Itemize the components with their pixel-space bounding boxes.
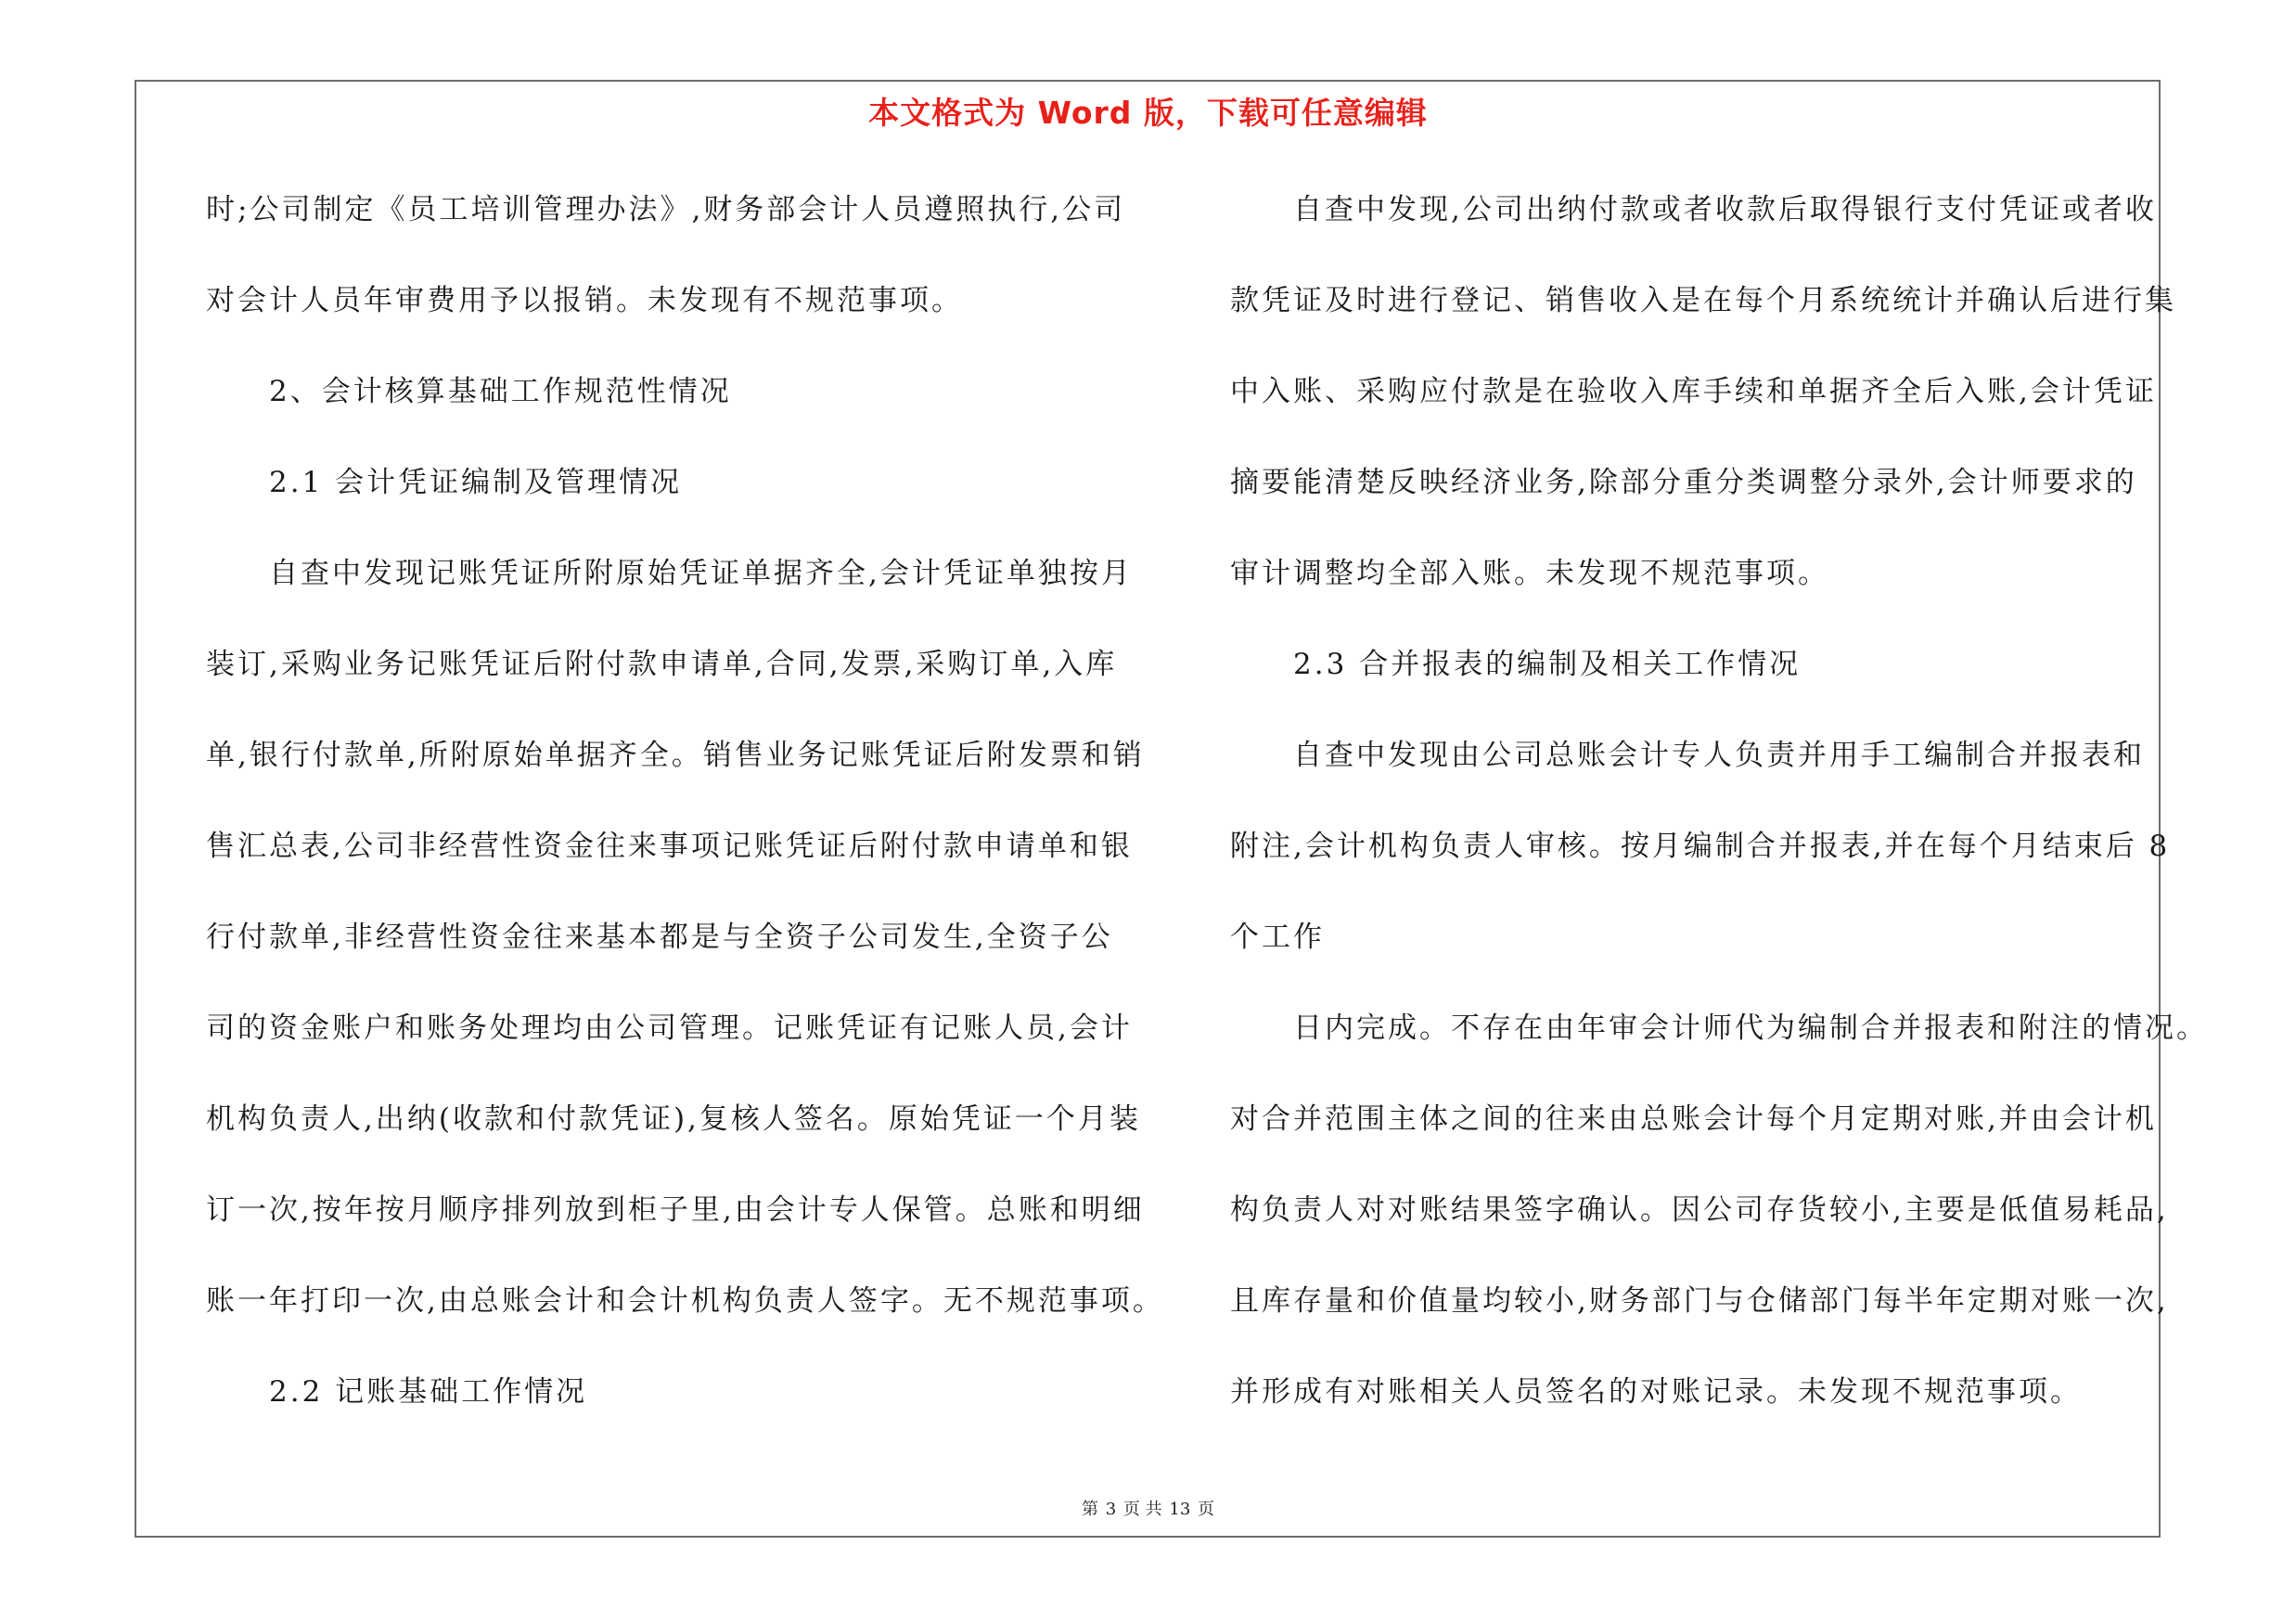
text-line: 司的资金账户和账务处理均由公司管理。记账凭证有记账人员,会计 <box>206 1011 1133 1045</box>
text-line: 日内完成。不存在由年审会计师代为编制合并报表和附注的情况。 <box>1230 1011 2208 1045</box>
text-line: 个工作 <box>1230 921 1325 954</box>
text-line: 摘要能清楚反映经济业务,除部分重分类调整分录外,会计师要求的 <box>1230 466 2137 499</box>
text-line: 售汇总表,公司非经营性资金往来事项记账凭证后附付款申请单和银 <box>206 830 1133 863</box>
text-line: 且库存量和价值量均较小,财务部门与仓储部门每半年定期对账一次, <box>1230 1284 2169 1318</box>
current-page-number: 3 <box>1105 1500 1117 1519</box>
text-line: 订一次,按年按月顺序排列放到柜子里,由会计专人保管。总账和明细 <box>206 1193 1145 1227</box>
text-line: 装订,采购业务记账凭证后附付款申请单,合同,发票,采购订单,入库 <box>206 648 1118 681</box>
left-column <box>206 176 1164 1449</box>
footer-suffix: 页 <box>1198 1500 1215 1519</box>
footer-prefix: 第 <box>1081 1500 1098 1519</box>
text-line: 款凭证及时进行登记、销售收入是在每个月系统统计并确认后进行集 <box>1230 284 2176 317</box>
section-heading: 2、会计核算基础工作规范性情况 <box>206 375 732 408</box>
text-line: 自查中发现记账凭证所附原始凭证单据齐全,会计凭证单独按月 <box>206 557 1133 590</box>
text-line: 审计调整均全部入账。未发现不规范事项。 <box>1230 557 1829 590</box>
subsection-heading: 2.1 会计凭证编制及管理情况 <box>206 466 683 499</box>
text-line: 行付款单,非经营性资金往来基本都是与全资子公司发生,全资子公 <box>206 921 1113 954</box>
text-line: 机构负责人,出纳(收款和付款凭证),复核人签名。原始凭证一个月装 <box>206 1102 1141 1136</box>
text-line: 对会计人员年审费用予以报销。未发现有不规范事项。 <box>206 284 963 317</box>
footer-mid: 页 共 <box>1122 1500 1162 1519</box>
text-line: 中入账、采购应付款是在验收入库手续和单据齐全后入账,会计凭证 <box>1230 375 2157 408</box>
total-page-count: 13 <box>1169 1500 1191 1519</box>
subsection-heading: 2.3 合并报表的编制及相关工作情况 <box>1230 648 1802 681</box>
text-line: 账一年打印一次,由总账会计和会计机构负责人签字。无不规范事项。 <box>206 1284 1164 1318</box>
document-banner: 本文格式为 Word 版，下载可任意编辑 <box>868 95 1428 131</box>
text-line: 构负责人对对账结果签字确认。因公司存货较小,主要是低值易耗品, <box>1230 1193 2169 1227</box>
page-number-footer <box>0 1496 2296 1520</box>
right-column <box>1230 176 2208 1449</box>
text-line: 自查中发现由公司总账会计专人负责并用手工编制合并报表和 <box>1230 739 2145 772</box>
subsection-heading: 2.2 记账基础工作情况 <box>206 1375 588 1409</box>
text-line: 单,银行付款单,所附原始单据齐全。销售业务记账凭证后附发票和销 <box>206 739 1145 772</box>
text-line: 时;公司制定《员工培训管理办法》,财务部会计人员遵照执行,公司 <box>206 193 1126 226</box>
text-line: 附注,会计机构负责人审核。按月编制合并报表,并在每个月结束后 8 <box>1230 830 2171 863</box>
text-line: 对合并范围主体之间的往来由总账会计每个月定期对账,并由会计机 <box>1230 1102 2157 1136</box>
text-line: 自查中发现,公司出纳付款或者收款后取得银行支付凭证或者收 <box>1230 193 2157 226</box>
text-line: 并形成有对账相关人员签名的对账记录。未发现不规范事项。 <box>1230 1375 2082 1409</box>
